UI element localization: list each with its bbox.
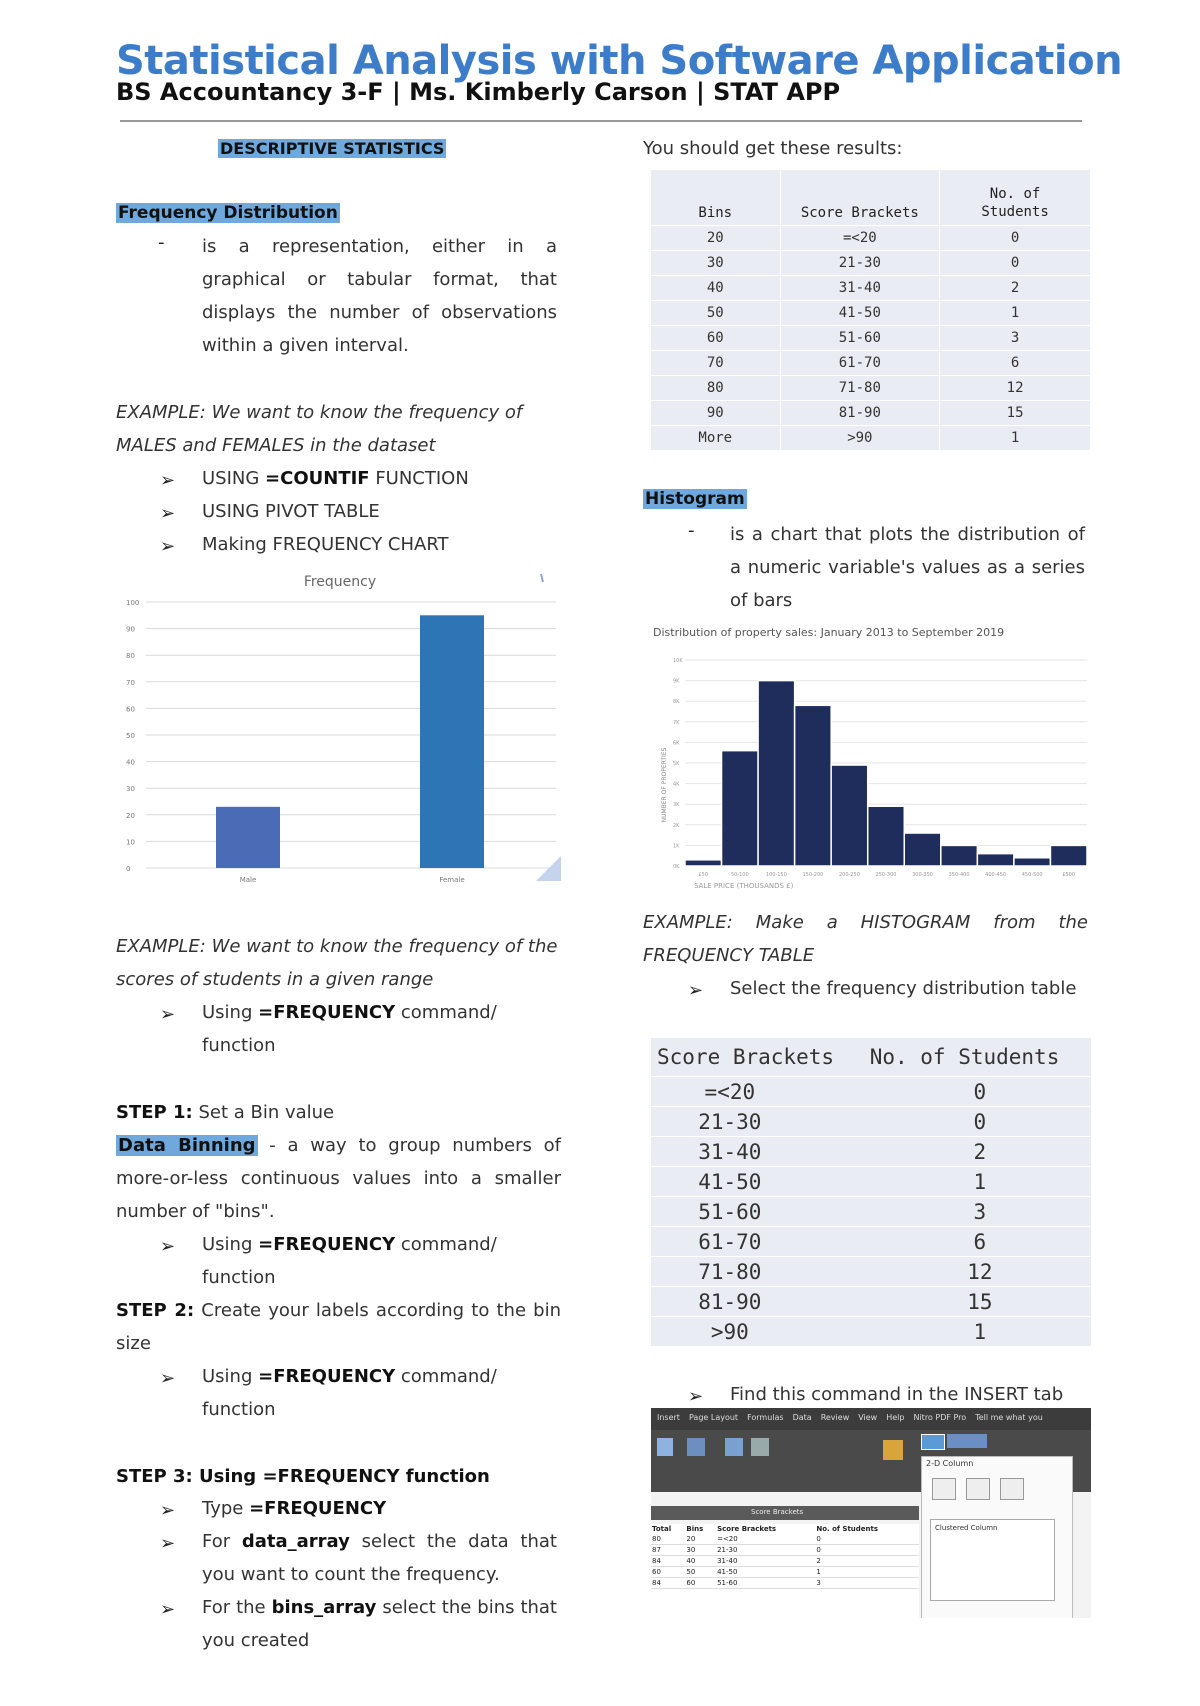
formula-bar[interactable] [651, 1506, 919, 1520]
table-cell: 61-70 [780, 351, 940, 376]
table-cell: 30 [651, 251, 780, 276]
table-row [651, 1077, 1091, 1107]
table-cell: 1 [940, 426, 1091, 451]
table-cell: 61-70 [651, 1227, 869, 1257]
ribbon-tab[interactable]: Nitro PDF Pro [913, 1413, 967, 1422]
histogram-bar [685, 860, 722, 866]
y-tick-label: 60 [126, 705, 135, 714]
table-header: Bins [651, 170, 780, 226]
y-tick-label: 10 [126, 838, 135, 847]
table-cell: 40 [651, 276, 780, 301]
table-cell: 0 [869, 1107, 1091, 1137]
table-cell: 31-40 [651, 1137, 869, 1167]
x-tick-label: 300-350 [912, 872, 933, 878]
bullet-select-table: Select the frequency distribution table [730, 978, 1077, 999]
table-cell: 6 [940, 351, 1091, 376]
table-row [651, 1167, 1091, 1197]
y-tick-label: 50 [126, 732, 135, 740]
worksheet-grid[interactable] [651, 1524, 919, 1618]
table-cell: 81-90 [651, 1287, 869, 1317]
dash-marker: - [688, 520, 695, 541]
step-1: STEP 1: Set a Bin value [116, 1102, 335, 1123]
x-tick-label: 150-200 [802, 872, 824, 878]
x-tick-label: £50 [698, 872, 709, 878]
bullet-bins-array: For the bins_array select the bins that you created [202, 1597, 557, 1651]
table-row [651, 351, 1091, 376]
table-row[interactable] [651, 1578, 919, 1589]
histogram-chart [651, 620, 1091, 890]
stacked-column-option[interactable] [966, 1478, 990, 1500]
table-cell: 90 [651, 401, 780, 426]
x-tick-label: 100-150 [765, 872, 787, 878]
x-tick-label: 400-450 [985, 872, 1007, 878]
y-tick-label: 8K [673, 699, 680, 706]
x-tick-label: 350-400 [948, 872, 970, 878]
table-cell: 60 [651, 326, 780, 351]
dropdown-group-label: 2-D Column [926, 1459, 974, 1468]
table-cell[interactable]: 87 [651, 1545, 685, 1556]
bullet-arrow-icon: ➢ [160, 1236, 176, 1257]
recommended-charts-icon[interactable] [883, 1440, 903, 1460]
table-cell: 20 [651, 226, 780, 251]
bullet-insert-tab: Find this command in the INSERT tab [730, 1384, 1064, 1405]
table-cell: 70 [651, 351, 780, 376]
table-cell: 15 [869, 1287, 1091, 1317]
x-tick-label: 250-300 [875, 872, 897, 878]
bullet-frequency-3: Using =FREQUENCY command/ function [202, 1366, 497, 1420]
100-stacked-column-option[interactable] [1000, 1478, 1024, 1500]
histogram-bar [1050, 845, 1087, 866]
table-row [651, 326, 1091, 351]
table-row [651, 1257, 1091, 1287]
bar-male [216, 807, 280, 868]
table-row [651, 226, 1091, 251]
histogram-bar [831, 765, 868, 866]
x-tick-label: Male [239, 876, 257, 884]
ribbon-tab[interactable]: Data [792, 1413, 812, 1422]
step-2: STEP 2: Create your labels according to the bin size [116, 1300, 561, 1354]
x-tick-label: 450-500 [1021, 872, 1043, 878]
y-tick-label: 30 [126, 785, 135, 794]
y-tick-label: 10K [673, 658, 683, 664]
bullet-freq-chart: Making FREQUENCY CHART [202, 534, 449, 555]
table-header: Bins [686, 1525, 704, 1533]
table-cell[interactable]: 1 [815, 1567, 919, 1578]
table-row[interactable] [651, 1534, 919, 1545]
dash-marker: - [158, 232, 165, 253]
table-cell: 3 [940, 326, 1091, 351]
bullet-frequency-1: Using =FREQUENCY command/ function [202, 1002, 497, 1056]
bullet-arrow-icon: ➢ [160, 1004, 176, 1025]
y-tick-label: 7K [673, 719, 680, 726]
ribbon-tab[interactable]: Tell me what you [975, 1413, 1043, 1422]
table-cell[interactable]: 50 [685, 1567, 716, 1578]
table-cell: 81-90 [780, 401, 940, 426]
y-tick-label: 70 [126, 678, 135, 687]
clustered-column-option[interactable] [932, 1478, 956, 1500]
y-tick-label: 80 [126, 652, 135, 661]
example-3: EXAMPLE: Make a HISTOGRAM from the FREQUENCY TABLE [643, 912, 1088, 966]
table-row [651, 376, 1091, 401]
data-binning-definition: Data Binning - a way to group numbers of more-or-less continuous values into a smaller number of "bins". [116, 1135, 562, 1222]
pictures-icon[interactable] [725, 1438, 743, 1456]
y-tick-label: 20 [126, 811, 135, 820]
example-1: EXAMPLE: We want to know the frequency of MALES and FEMALES in the dataset [116, 402, 523, 456]
table-row [651, 251, 1091, 276]
ribbon-tab[interactable]: Help [886, 1413, 905, 1422]
y-tick-label: 90 [126, 625, 135, 634]
table-cell[interactable]: 84 [651, 1578, 685, 1589]
table-cell: =<20 [651, 1077, 869, 1107]
bullet-pivot: USING PIVOT TABLE [202, 501, 380, 522]
histogram-bar [977, 854, 1014, 866]
table-cell: 12 [940, 376, 1091, 401]
table-cell: 21-30 [651, 1107, 869, 1137]
table-header-row [651, 170, 1091, 226]
section-title: DESCRIPTIVE STATISTICS [220, 139, 445, 158]
table-cell[interactable]: 84 [651, 1556, 685, 1567]
table-cell: 41-50 [780, 301, 940, 326]
x-tick-label: £500 [1062, 872, 1076, 878]
table-row [651, 276, 1091, 301]
table-cell[interactable]: 80 [651, 1534, 685, 1545]
table-cell[interactable]: 21-30 [716, 1545, 815, 1556]
y-tick-label: 2K [673, 822, 680, 829]
bullet-frequency-2: Using =FREQUENCY command/ function [202, 1234, 497, 1288]
bullet-arrow-icon: ➢ [160, 503, 176, 524]
bullet-data-array: For data_array select the data that you want to count the frequency. [202, 1531, 557, 1585]
table-cell: 3 [869, 1197, 1091, 1227]
y-tick-label: 100 [126, 599, 140, 607]
table-cell[interactable]: =<20 [716, 1534, 815, 1545]
table-cell: More [651, 426, 780, 451]
table-cell[interactable]: 2 [815, 1556, 919, 1567]
chart-title: Distribution of property sales: January 2013 to September 2019 [653, 626, 1005, 639]
table-cell: 71-80 [651, 1257, 869, 1287]
histogram-bar [904, 833, 941, 866]
histogram-bar [758, 681, 795, 866]
y-tick-label: 0 [126, 865, 131, 873]
column-chart-icon[interactable] [921, 1434, 945, 1450]
table-row [651, 1137, 1091, 1167]
histogram-definition: is a chart that plots the distribution of a numeric variable's values as a series of bars [730, 524, 1085, 611]
table-cell[interactable]: 30 [685, 1545, 716, 1556]
formula-text: Score Brackets [751, 1508, 804, 1516]
step-3: STEP 3: Using =FREQUENCY function [116, 1466, 490, 1487]
ribbon-tab[interactable]: Insert [657, 1413, 680, 1422]
shapes-icon[interactable] [751, 1438, 769, 1456]
table-cell[interactable]: 31-40 [716, 1556, 815, 1567]
y-tick-label: 1K [673, 843, 680, 850]
example-2: EXAMPLE: We want to know the frequency of the scores of students in a given range [116, 936, 558, 990]
y-tick-label: 5K [673, 761, 680, 767]
table-cell: 1 [940, 301, 1091, 326]
table-row [651, 1107, 1091, 1137]
table-cell[interactable]: 41-50 [716, 1567, 815, 1578]
table-cell: 0 [940, 226, 1091, 251]
bullet-arrow-icon: ➢ [688, 980, 704, 1001]
ribbon-tab[interactable]: Page Layout [688, 1413, 739, 1422]
table-row [651, 426, 1091, 451]
bullet-arrow-icon: ➢ [160, 1500, 176, 1521]
x-tick-label: 200-250 [839, 872, 860, 878]
table-header: Score Brackets [651, 1038, 869, 1077]
x-tick-label: 50-100 [730, 872, 749, 878]
table-header: Total [652, 1525, 672, 1533]
table-row [651, 301, 1091, 326]
table-header: No. of Students [940, 170, 1091, 226]
bullet-arrow-icon: ➢ [160, 536, 176, 557]
histogram-bar [722, 751, 759, 866]
table-cell: 31-40 [780, 276, 940, 301]
table-cell: 0 [869, 1077, 1091, 1107]
table-row [651, 1227, 1091, 1257]
table-cell: 21-30 [780, 251, 940, 276]
header-divider [120, 120, 1082, 122]
table-header: No. of Students [816, 1525, 879, 1533]
table-row[interactable] [651, 1556, 919, 1567]
histogram-bar [941, 845, 978, 866]
bar-female [420, 615, 484, 868]
histogram-bar [1014, 858, 1051, 866]
y-tick-label: 0K [673, 864, 680, 870]
table-header: Score Brackets [780, 170, 940, 226]
table-cell[interactable]: 20 [685, 1534, 716, 1545]
table-cell: 71-80 [780, 376, 940, 401]
x-tick-label: Female [439, 876, 465, 884]
table-header-row [651, 1038, 1091, 1077]
bullet-type-frequency: Type =FREQUENCY [202, 1498, 387, 1519]
bullet-arrow-icon: ➢ [688, 1386, 704, 1407]
bullet-arrow-icon: ➢ [160, 470, 176, 491]
y-tick-label: 4K [673, 781, 680, 788]
table-cell: >90 [780, 426, 940, 451]
bullet-arrow-icon: ➢ [160, 1533, 176, 1554]
table-header: No. of Students [869, 1038, 1091, 1077]
histogram-bar [868, 806, 905, 866]
histogram-heading: Histogram [645, 489, 745, 509]
table-cell[interactable]: 40 [685, 1556, 716, 1567]
table-header-row [651, 1524, 919, 1534]
table-cell: 41-50 [651, 1167, 869, 1197]
pivot-table-icon[interactable] [657, 1438, 673, 1456]
document-title: Statistical Analysis with Software Application [116, 38, 1123, 84]
chart-title: Frequency [303, 574, 377, 590]
ribbon-tab-bar [651, 1408, 1091, 1430]
excel-insert-screenshot [651, 1408, 1091, 1618]
table-cell: >90 [651, 1317, 869, 1347]
line-chart-icon[interactable] [947, 1434, 987, 1448]
bullet-arrow-icon: ➢ [160, 1599, 176, 1620]
table-cell: 2 [940, 276, 1091, 301]
table-cell: 80 [651, 376, 780, 401]
table-cell: 12 [869, 1257, 1091, 1287]
table-row[interactable] [651, 1567, 919, 1578]
bullet-countif: USING =COUNTIF FUNCTION [202, 468, 469, 489]
ribbon-tab[interactable]: Review [820, 1413, 850, 1422]
table-cell[interactable]: 51-60 [716, 1578, 815, 1589]
table-cell: 2 [869, 1137, 1091, 1167]
table-cell: 15 [940, 401, 1091, 426]
table-cell: 51-60 [651, 1197, 869, 1227]
x-axis-label: SALE PRICE (THOUSANDS £) [694, 882, 794, 890]
ribbon-tab[interactable]: View [858, 1413, 878, 1422]
frequency-chart [116, 566, 561, 886]
y-tick-label: 6K [673, 740, 680, 747]
table-cell[interactable]: 60 [651, 1567, 685, 1578]
table-row [651, 1197, 1091, 1227]
document-subtitle: BS Accountancy 3-F | Ms. Kimberly Carson | STAT APP [116, 78, 841, 106]
frequency-table [651, 1038, 1091, 1347]
table-row[interactable] [651, 1545, 919, 1556]
histogram-bar [795, 705, 832, 866]
table-row [651, 401, 1091, 426]
table-cell: 1 [869, 1317, 1091, 1347]
freq-dist-heading: Frequency Distribution [118, 203, 338, 223]
y-axis-label: NUMBER OF PROPERTIES [661, 747, 668, 823]
table-cell: =<20 [780, 226, 940, 251]
y-tick-label: 3K [673, 802, 680, 809]
table-row [651, 1287, 1091, 1317]
table-header: Score Brackets [717, 1525, 777, 1533]
bullet-arrow-icon: ➢ [160, 1368, 176, 1389]
table-cell[interactable]: 3 [815, 1578, 919, 1589]
table-cell: 50 [651, 301, 780, 326]
y-tick-label: 9K [673, 678, 680, 685]
table-row [651, 1317, 1091, 1347]
table-cell: 0 [940, 251, 1091, 276]
y-tick-label: 40 [126, 758, 135, 767]
table-cell: 51-60 [780, 326, 940, 351]
tooltip-title: Clustered Column [935, 1524, 998, 1532]
freq-dist-definition: is a representation, either in a graphical or tabular format, that displays the number of observations within a given interval. [202, 236, 557, 356]
table-cell[interactable]: 0 [815, 1545, 919, 1556]
results-table [651, 170, 1091, 451]
tooltip [930, 1519, 1055, 1601]
table-cell[interactable]: 0 [815, 1534, 919, 1545]
table-cell[interactable]: 60 [685, 1578, 716, 1589]
table-icon[interactable] [687, 1438, 705, 1456]
chart-dropdown[interactable] [921, 1456, 1073, 1618]
table-cell: 6 [869, 1227, 1091, 1257]
ribbon-tab[interactable]: Formulas [747, 1413, 784, 1422]
results-intro: You should get these results: [643, 138, 903, 159]
table-cell: 1 [869, 1167, 1091, 1197]
